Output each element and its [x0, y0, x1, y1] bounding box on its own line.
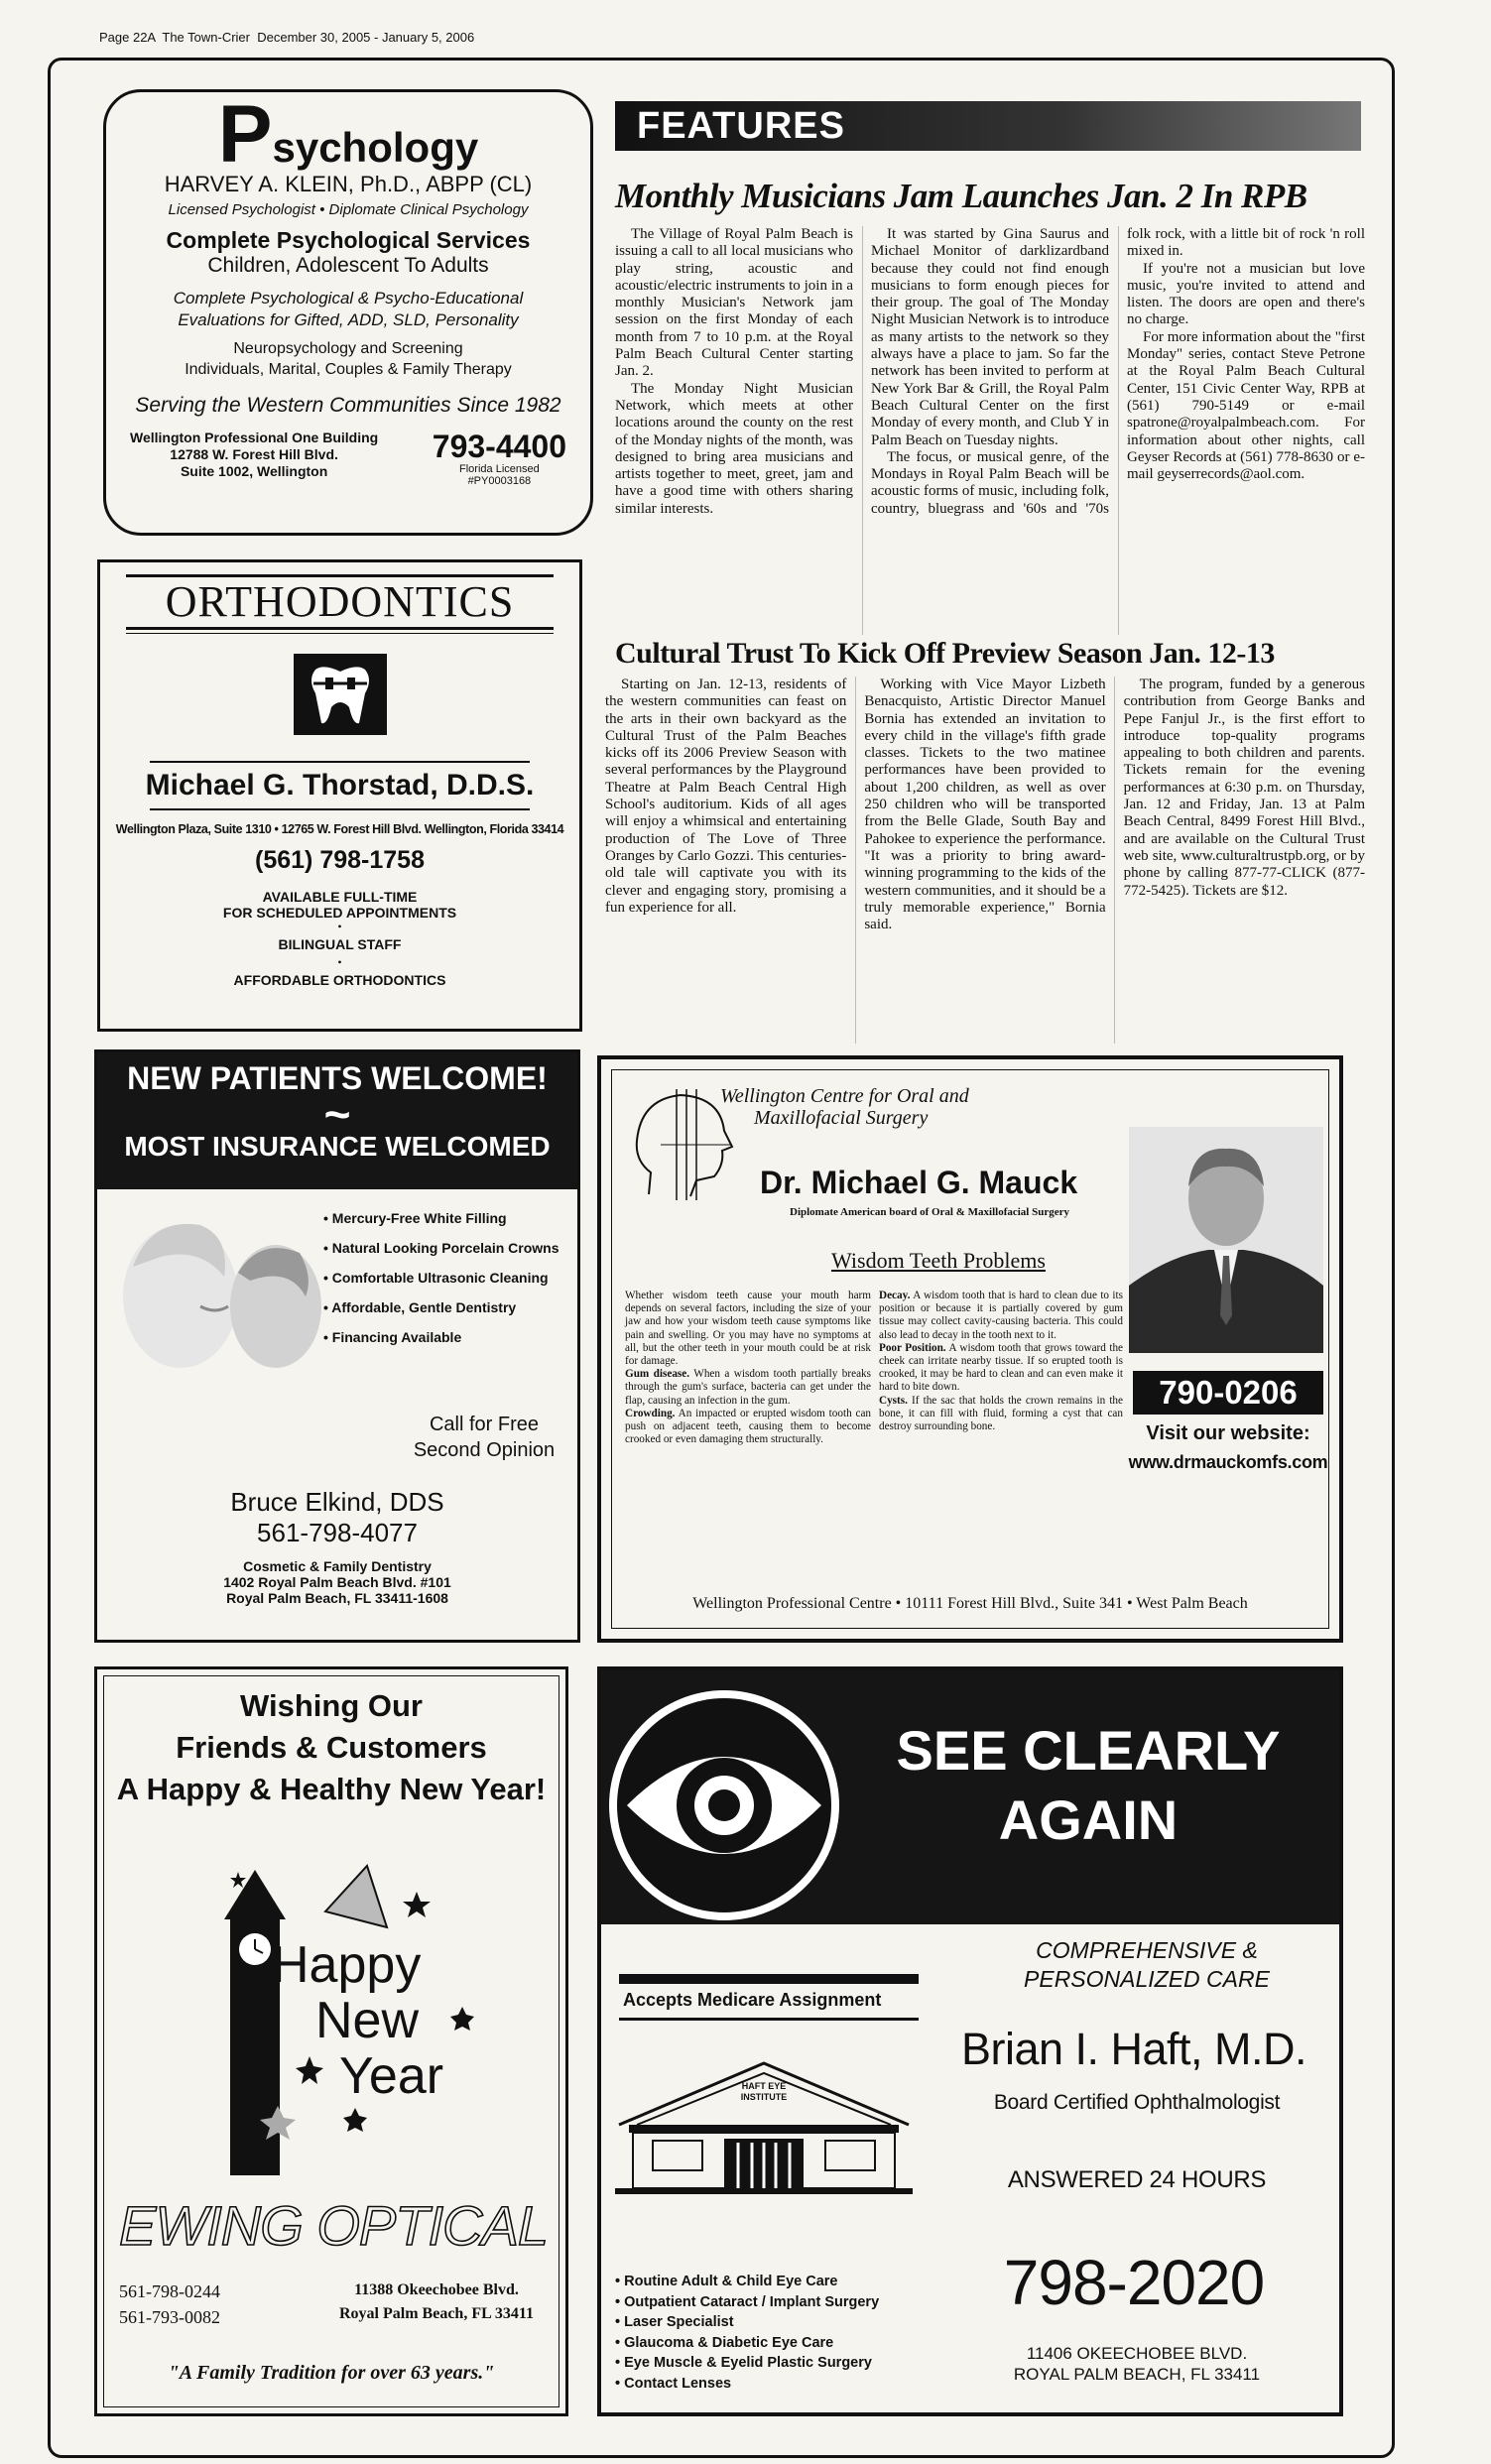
article-body: [605, 677, 1365, 1044]
wisdom-item: [625, 1408, 871, 1447]
greeting-line: Wishing Our: [240, 1688, 423, 1723]
dental-feature: • Natural Looking Porcelain Crowns: [323, 1233, 559, 1263]
haft-doctor: Brian I. Haft, M.D.: [960, 2024, 1307, 2074]
orthodontics-address: Wellington Plaza, Suite 1310 • 12765 W. Forest Hill Blvd. Wellington, Florida 33414: [115, 822, 564, 836]
page-header: Page 22A The Town-Crier December 30, 2005 - January 5, 2006: [99, 30, 475, 45]
address-line: Suite 1002, Wellington: [180, 463, 328, 479]
centre-name: [720, 1085, 969, 1129]
dental-contact: [97, 1487, 577, 1606]
ewing-address-line: Royal Palm Beach, FL 33411: [339, 2305, 534, 2322]
oral-surgery-footer: Wellington Professional Centre • 10111 Forest Hill Blvd., Suite 341 • West Palm Beach: [692, 1595, 1248, 1612]
haft-service: • Eye Muscle & Eyelid Plastic Surgery: [615, 2353, 879, 2374]
haft-care: [958, 1936, 1335, 1994]
article-paragraph: The program, funded by a generous contribution from George Banks and Pepe Fanjul Jr., is the first effort to introduce top-quality programs appealing to both children and parents. Tickets remain for the evening performances at 6:30 p.m. on Thursday, Jan. 12 and Friday, Jan. 13 at Palm Beach Central, 8499 Forest Hill Blvd., and are available on the Cultural Trust web site, www.culturaltrustpb.org, or by phone by calling 877-77-CLICK (877-772-5425). Tickets are $12.: [1123, 677, 1365, 899]
wisdom-item-lead: Cysts.: [879, 1394, 908, 1407]
rule: [126, 627, 554, 630]
dentist-name: Bruce Elkind, DDS: [230, 1487, 444, 1517]
wisdom-item-text: Whether wisdom teeth cause your mouth harm depends on several factors, including the size of your jaw and how your wisdom teeth cause symptoms like pain and swelling. Or you may have no symptoms at all, but the other teeth in your mouth could be at risk for damage.: [625, 1290, 871, 1368]
eye-logo-icon: [607, 1688, 841, 1922]
article-paragraph: The Monday Night Musician Network, which meets at other locations around the county on the rest of the Monday nights of the month, was designed to bring area musicians and artists together to meet, greet, jam and have a good time with others sharing similar interests.: [615, 380, 853, 517]
haft-phone: 798-2020: [1003, 2247, 1265, 2318]
surgeon-name: Dr. Michael G. Mauck: [760, 1165, 1078, 1200]
ewing-address: [317, 2279, 556, 2326]
article-paragraph: The focus, or musical genre, of the Mondays in Royal Palm Beach will be acoustic forms of music, including folk, country, bluegrass and '60s and '70s folk rock, with a little bit of rock 'n roll mixed in.: [871, 226, 1365, 517]
psychology-ad: [103, 89, 593, 536]
wisdom-item-text: A wisdom tooth that is hard to clean due to its position or because it is partially covered by gum tissue may collect cavity-causing bacteria. This could also lead to decay in the tooth next to it.: [879, 1290, 1123, 1341]
dental-feature: • Comfortable Ultrasonic Cleaning: [323, 1263, 559, 1293]
greeting-line: Friends & Customers: [176, 1730, 487, 1765]
therapy: Individuals, Marital, Couples & Family Therapy: [185, 361, 512, 378]
haft-services: [615, 2272, 879, 2395]
address-line: Wellington Professional One Building: [130, 430, 379, 445]
orthodontics-phone: (561) 798-1758: [255, 846, 425, 874]
haft-address-line: ROYAL PALM BEACH, FL 33411: [1013, 2365, 1261, 2384]
sign-line: INSTITUTE: [740, 2092, 788, 2102]
rule: [150, 808, 530, 810]
care-line: PERSONALIZED CARE: [1024, 1966, 1270, 1992]
haft-address: [938, 2343, 1335, 2385]
wisdom-item-text: A wisdom tooth that grows toward the cheek can irritate nearby tissue. If so erupted tooth is crooked, it may be hard to clean and can even make it hard to bite down.: [879, 1341, 1123, 1394]
greeting: [97, 1685, 565, 1810]
psychologist-name: HARVEY A. KLEIN, Ph.D., ABPP (CL): [164, 172, 533, 196]
haft-answered: ANSWERED 24 HOURS: [1007, 2166, 1267, 2193]
centre-name-line: Wellington Centre for Oral and: [720, 1085, 969, 1107]
affordable-orthodontics: AFFORDABLE ORTHODONTICS: [233, 972, 446, 988]
orthodontics-ad: [97, 559, 582, 1032]
new-word: New: [315, 1992, 420, 2049]
psychology-title: [106, 89, 590, 180]
haft-service: • Laser Specialist: [615, 2312, 879, 2333]
license-line: Florida Licensed: [459, 463, 540, 475]
ewing-phone: 561-793-0082: [119, 2307, 220, 2327]
orthodontist-name: Michael G. Thorstad, D.D.S.: [145, 769, 535, 801]
haft-service: • Contact Lenses: [615, 2374, 879, 2395]
haft-service: • Routine Adult & Child Eye Care: [615, 2272, 879, 2292]
article-headline: Cultural Trust To Kick Off Preview Season Jan. 12-13: [615, 637, 1275, 670]
article-paragraph: Starting on Jan. 12-13, residents of the western communities can feast on the arts in their own backyard as the Cultural Trust of the Palm Beaches kicks off its 2006 Preview Season with several performances by the Playground Theatre at Palm Beach Central High School's auditorium. Kids of all ages will enjoy a whimsical and entertaining production of The Love of Three Oranges by Carlo Gozzi. This centuries-old tale will captivate you with its clever and engaging story, promising a fun experience for all.: [605, 677, 847, 916]
article-paragraph: It was started by Gina Saurus and Michael Monitor of darklizardband because they could not find enough musicians to form enough pieces for their group. The goal of The Monday Night Musician Network is to introduce as many artists to the network so they always have a place to jam. So far the network has been invited to perform at New York Bar & Grill, the Royal Palm Beach Cultural Center on the first Monday of every month, and Club Y in Palm Beach on Tuesday nights.: [871, 226, 1109, 448]
ages: Children, Adolescent To Adults: [207, 254, 489, 277]
wisdom-teeth-column: [625, 1290, 871, 1446]
care-line: COMPREHENSIVE &: [1036, 1937, 1258, 1963]
article-paragraph: The Village of Royal Palm Beach is issuing a call to all local musicians who play string, acoustic and acoustic/electric instruments to join in a monthly Musician's Network jam session on the first Monday of each month from 7 to 10 p.m. at the Royal Palm Beach Cultural Center starting Jan. 2.: [615, 226, 853, 380]
psychology-footer: [106, 430, 590, 487]
wisdom-teeth-topic: Wisdom Teeth Problems: [831, 1248, 1046, 1273]
bilingual-staff: BILINGUAL STAFF: [278, 936, 402, 952]
sign-line: HAFT EYE: [741, 2081, 787, 2091]
dental-practice: Cosmetic & Family Dentistry: [243, 1558, 432, 1574]
happy-new-year: [272, 1937, 443, 2104]
haft-service: • Glaucoma & Diabetic Eye Care: [615, 2333, 879, 2354]
license-number: #PY0003168: [467, 475, 532, 487]
ewing-optical-ad: [94, 1666, 568, 2416]
address-line: 12788 W. Forest Hill Blvd.: [170, 446, 338, 462]
psychology-title-initial: P: [217, 89, 273, 180]
wisdom-item: [625, 1368, 871, 1408]
haft-building-icon: [613, 2059, 915, 2198]
article-paragraph: If you're not a musician but love music, you're invited to attend and listen. The doors are open and there's no charge.: [1127, 260, 1365, 328]
rule: [126, 633, 554, 634]
see-clearly-headline: [845, 1716, 1331, 1855]
services-heading: Complete Psychological Services: [166, 227, 531, 253]
headline-line: SEE CLEARLY: [896, 1719, 1281, 1782]
couple-illustration: [101, 1197, 339, 1416]
rule: [150, 761, 530, 763]
free-second-opinion: [395, 1412, 573, 1463]
haft-address-line: 11406 OKEECHOBEE BLVD.: [1026, 2344, 1248, 2363]
dental-header: [97, 1052, 577, 1189]
article-paragraph: Working with Vice Mayor Lizbeth Benacquisto, Artistic Director Manuel Bornia has extended an invitation to every child in the village's fifth grade classes. Tickets to the two matinee performances have been provided to about 1,200 children, as well as over 250 children who will be transported from the Belle Glade, South Bay and Pahokee to experience the performance. "It was a priority to bring award-winning programming to the kids of the western communities, and it should be a truly memorable experience," Bornia said.: [864, 677, 1106, 933]
dental-feature: • Affordable, Gentle Dentistry: [323, 1293, 559, 1322]
medicare-rule: [619, 2018, 919, 2021]
dental-feature-list: [323, 1203, 559, 1352]
article-paragraph: For more information about the "first Monday" series, contact Steve Petrone at the Royal Palm Beach Cultural Center, 151 Civic Center Way, RPB at (561) 790-5149 or e-mail spatrone@royalpalmbeach.com. For information about other nights, call Geyser Records at (561) 778-8630 or e-mail geyserrecords@aol.com.: [1127, 328, 1365, 483]
medicare-rule: [619, 1974, 919, 1984]
headline-line: AGAIN: [998, 1788, 1179, 1851]
greeting-line: A Happy & Healthy New Year!: [116, 1772, 547, 1806]
psychology-address: [130, 430, 378, 487]
insurance-headline: MOST INSURANCE WELCOMED: [124, 1131, 551, 1162]
wisdom-item-lead: Poor Position.: [879, 1341, 946, 1354]
evaluations: Complete Psychological & Psycho-Educational Evaluations for Gifted, ADD, SLD, Personality: [173, 289, 524, 329]
surgeon-diplomate: Diplomate American board of Oral & Maxillofacial Surgery: [790, 1206, 1069, 1218]
neuropsychology: Neuropsychology and Screening: [233, 340, 463, 357]
ewing-address-line: 11388 Okeechobee Blvd.: [354, 2281, 519, 2298]
features-banner-title: FEATURES: [637, 105, 845, 147]
psychology-title-rest: sychology: [272, 124, 479, 171]
wisdom-item-text: If the sac that holds the crown remains in the bone, it can fill with fluid, forming a cyst that can destroy surrounding bone.: [879, 1394, 1123, 1433]
haft-building-sign: [726, 2081, 802, 2103]
centre-name-line: Maxillofacial Surgery: [754, 1107, 929, 1129]
wisdom-item: [879, 1342, 1123, 1395]
wisdom-item: [625, 1290, 871, 1368]
haft-eye-ad: [597, 1666, 1343, 2416]
features-banner: [615, 101, 1361, 151]
ewing-phones: [119, 2279, 220, 2330]
wisdom-teeth-column: [879, 1290, 1123, 1433]
separator-dot: •: [337, 955, 342, 969]
orthodontics-title: ORTHODONTICS: [165, 577, 515, 626]
haft-board-certified: Board Certified Ophthalmologist: [993, 2091, 1281, 2114]
availability-line: AVAILABLE FULL-TIME: [262, 889, 418, 905]
credentials: Licensed Psychologist • Diplomate Clinical Psychology: [168, 201, 529, 218]
dental-address-line: Royal Palm Beach, FL 33411-1608: [226, 1590, 448, 1606]
separator-dot: •: [337, 920, 342, 933]
tooth-logo-icon: [294, 654, 387, 735]
article-body: [615, 226, 1365, 635]
call-line: Call for Free: [429, 1414, 540, 1435]
article-headline: Monthly Musicians Jam Launches Jan. 2 In RPB: [615, 177, 1307, 215]
medicare-assignment: Accepts Medicare Assignment: [623, 1990, 882, 2010]
serving-since: Serving the Western Communities Since 1982: [135, 394, 561, 417]
dental-ad: [94, 1049, 580, 1643]
wisdom-item-text: When a wisdom tooth partially breaks through the gum's surface, bacteria can get under the flap, causing an infection in the gum.: [625, 1368, 871, 1407]
haft-service: • Outpatient Cataract / Implant Surgery: [615, 2292, 879, 2313]
ewing-tagline: "A Family Tradition for over 63 years.": [168, 2362, 495, 2384]
availability-line: FOR SCHEDULED APPOINTMENTS: [222, 905, 457, 921]
ewing-optical-brand: EWING OPTICAL: [119, 2194, 548, 2257]
wisdom-item-lead: Decay.: [879, 1290, 911, 1301]
dental-address-line: 1402 Royal Palm Beach Blvd. #101: [223, 1574, 451, 1590]
dental-feature: • Financing Available: [323, 1322, 559, 1352]
surgeon-phone: 790-0206: [1133, 1371, 1323, 1415]
wisdom-item-text: An impacted or erupted wisdom tooth can push on adjacent teeth, causing them to become crooked or even damaging them structurally.: [625, 1407, 872, 1446]
year-word: Year: [339, 2047, 444, 2105]
wisdom-item-lead: Gum disease.: [625, 1368, 690, 1381]
surgeon-photo: [1129, 1127, 1323, 1353]
wisdom-item-lead: Crowding.: [625, 1407, 676, 1419]
dentist-phone: 561-798-4077: [257, 1518, 418, 1547]
psychology-phone-block: [433, 430, 566, 487]
psychology-phone: 793-4400: [432, 429, 566, 464]
wisdom-item: [879, 1290, 1123, 1342]
visit-website-label: Visit our website:: [1146, 1422, 1310, 1444]
happy-word: Happy: [272, 1936, 422, 1994]
oral-surgery-ad: [597, 1055, 1343, 1643]
new-patients-headline: NEW PATIENTS WELCOME!: [127, 1060, 548, 1096]
wisdom-item: [879, 1395, 1123, 1434]
dental-feature: • Mercury-Free White Filling: [323, 1203, 559, 1233]
call-line: Second Opinion: [413, 1439, 556, 1461]
surgeon-website[interactable]: www.drmauckomfs.com: [1128, 1452, 1328, 1472]
tilde-divider: ~: [323, 1088, 351, 1140]
ewing-phone: 561-798-0244: [119, 2281, 220, 2301]
